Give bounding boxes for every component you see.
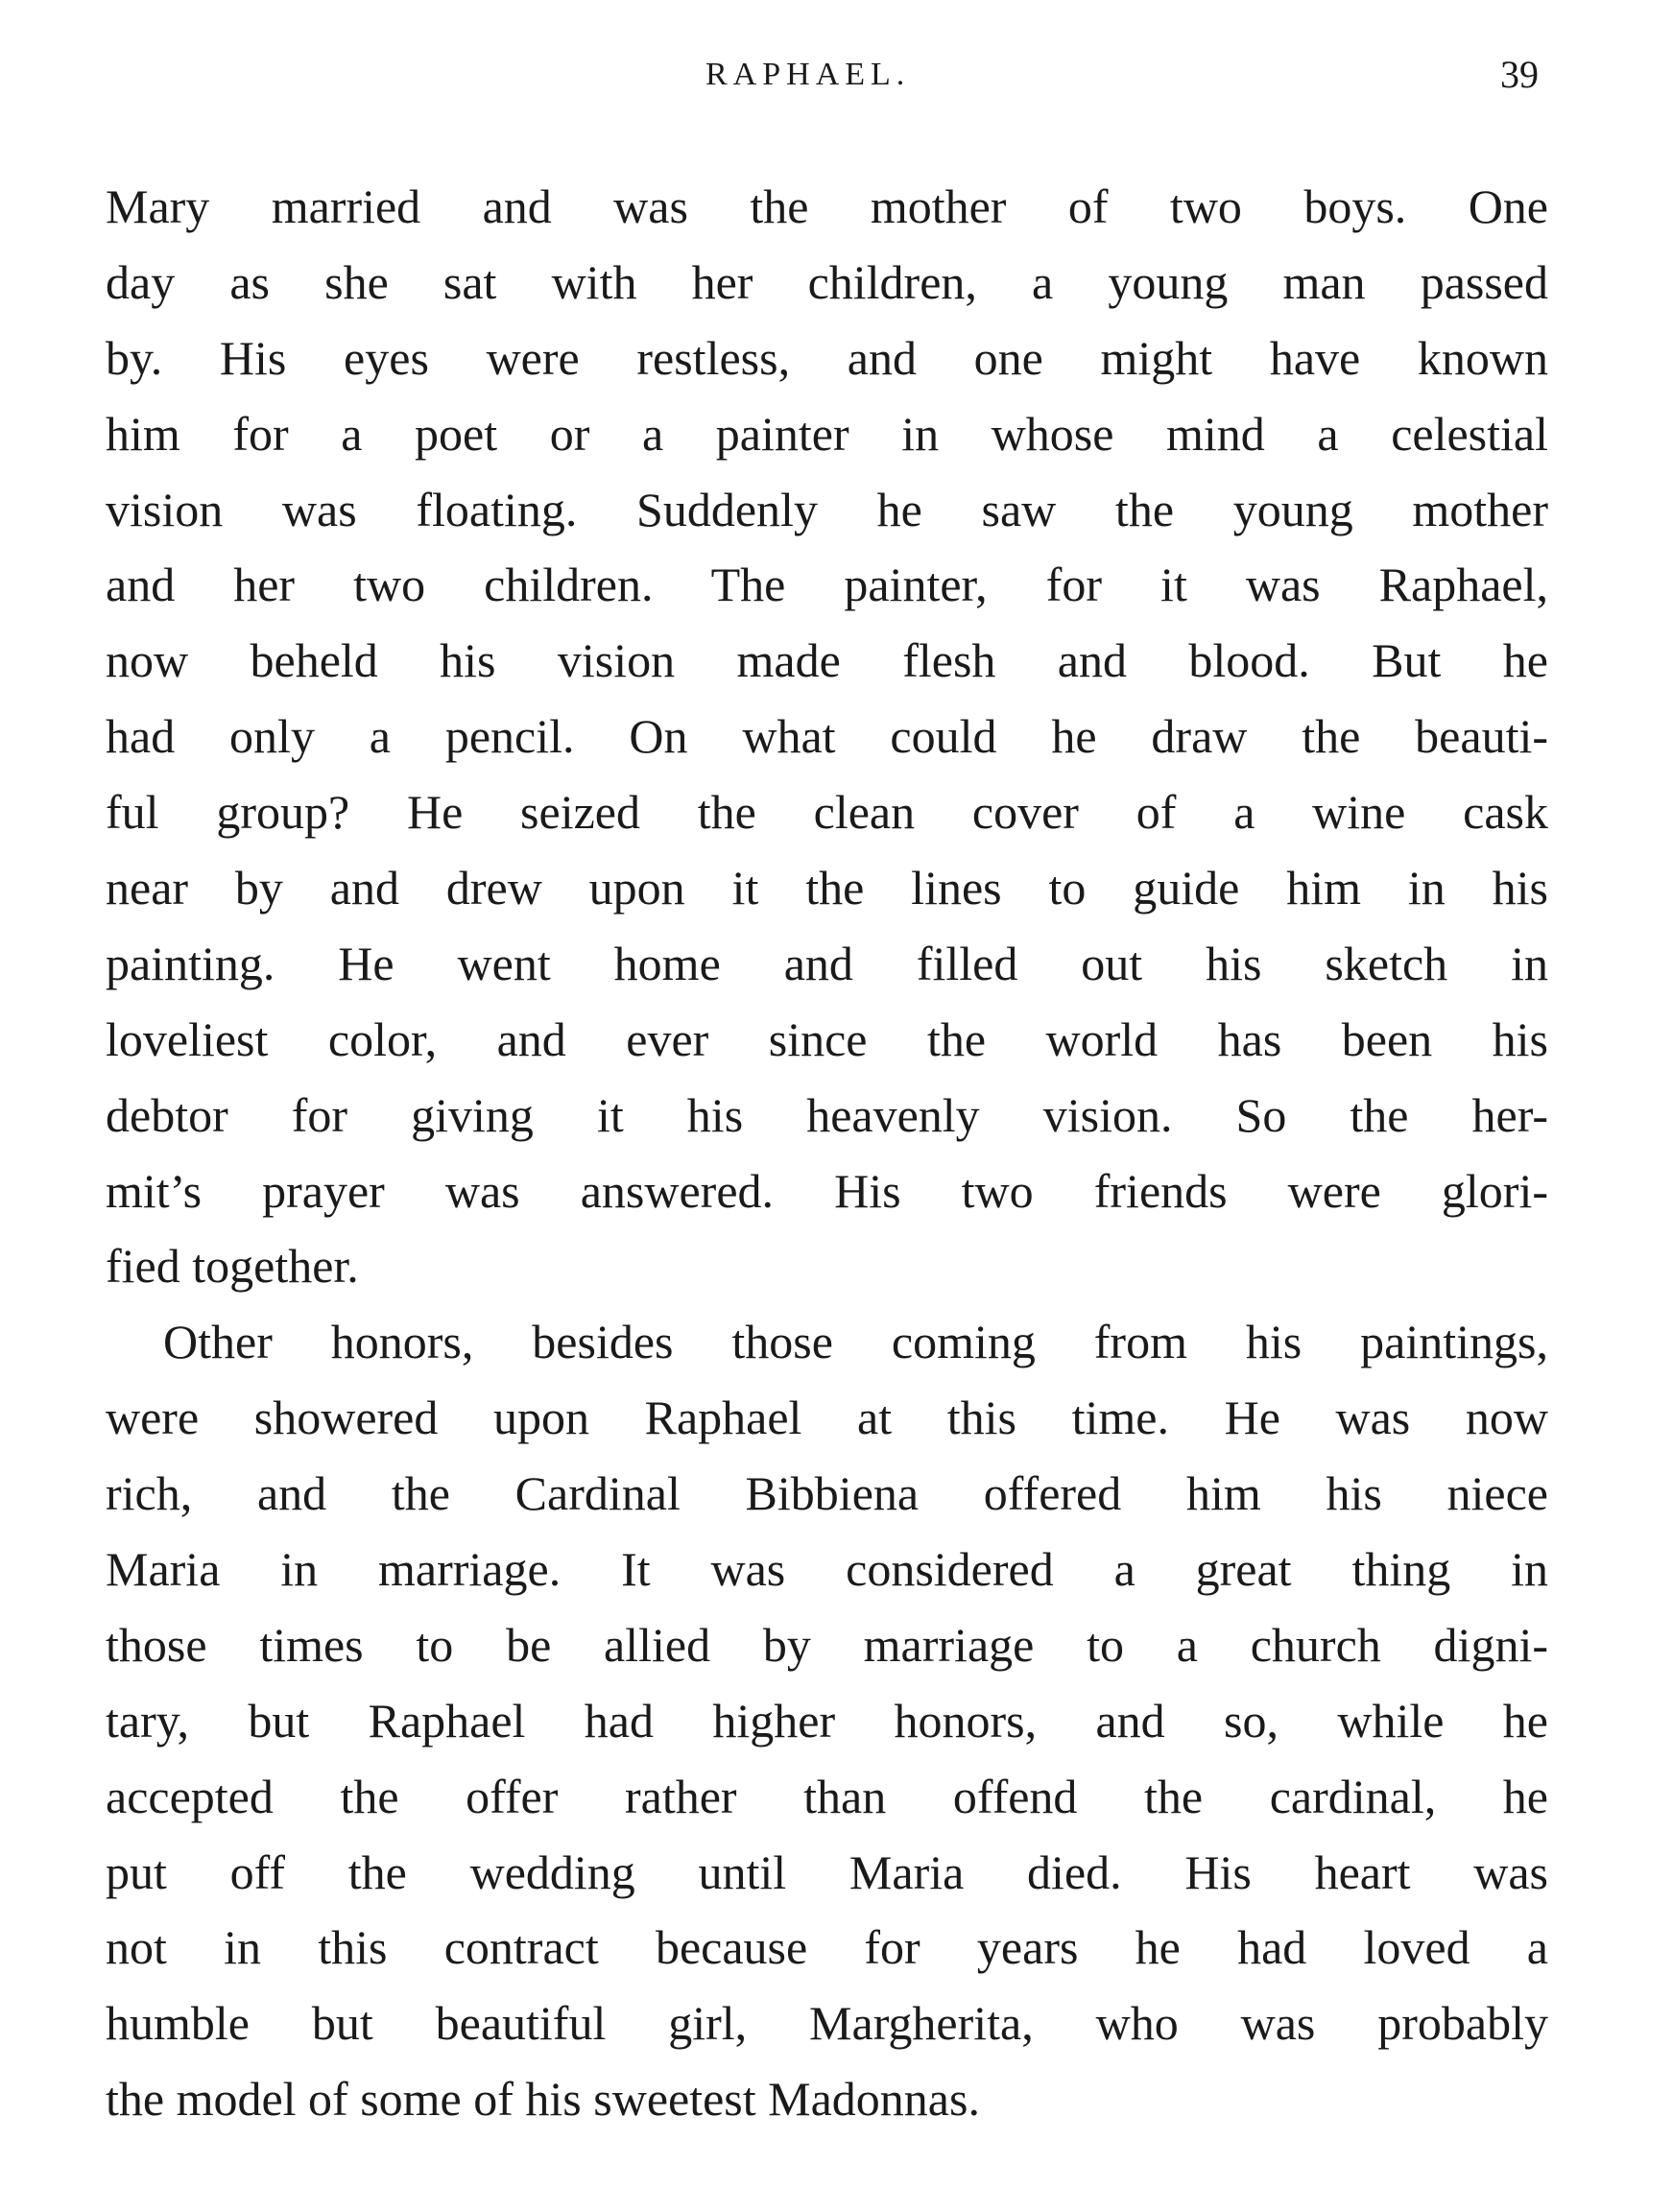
text-line: and her two children. The painter, for it was Raphael, xyxy=(106,558,1548,612)
text-line: put off the wedding until Maria died. His heart was xyxy=(106,1844,1548,1899)
text-line: rich, and the Cardinal Bibbiena offered him his niece xyxy=(106,1466,1548,1521)
text-line: fied together. xyxy=(106,1239,359,1294)
text-line: humble but beautiful girl, Margherita, who was probably xyxy=(106,1996,1548,2051)
text-line: Other honors, besides those coming from his paintings, xyxy=(163,1315,1548,1369)
text-line: now beheld his vision made flesh and blood. But he xyxy=(106,633,1548,688)
page-number: 39 xyxy=(1500,53,1539,96)
paragraph-2 xyxy=(106,1304,1548,2137)
text-line: vision was floating. Suddenly he saw the young mother xyxy=(106,482,1548,536)
text-line: Maria in marriage. It was considered a great thing in xyxy=(106,1542,1548,1597)
text-line: mit’s prayer was answered. His two friends were glori- xyxy=(106,1163,1548,1218)
paragraph-1 xyxy=(106,169,1548,1304)
text-line: painting. He went home and filled out his sketch in xyxy=(106,936,1548,990)
text-line: debtor for giving it his heavenly vision. So the her- xyxy=(106,1087,1548,1142)
running-title: RAPHAEL. xyxy=(705,57,911,92)
text-line: day as she sat with her children, a young man passed xyxy=(106,254,1548,309)
text-line: ful group? He seized the clean cover of a wine cask xyxy=(106,785,1548,840)
text-line: were showered upon Raphael at this time. He was now xyxy=(106,1391,1548,1445)
text-line: by. His eyes were restless, and one might have known xyxy=(106,330,1548,385)
text-line: not in this contract because for years he had loved a xyxy=(106,1920,1548,1975)
text-line: him for a poet or a painter in whose mind a celestial xyxy=(106,406,1548,461)
body-text xyxy=(106,169,1548,2137)
text-line: Mary married and was the mother of two boys. One xyxy=(106,179,1548,233)
text-line: accepted the offer rather than offend the cardinal, he xyxy=(106,1769,1548,1823)
text-line: near by and drew upon it the lines to guide him in his xyxy=(106,861,1548,916)
text-line: the model of some of his sweetest Madonnas. xyxy=(106,2072,980,2127)
text-line: had only a pencil. On what could he draw the beauti- xyxy=(106,709,1548,764)
running-head xyxy=(0,46,1673,104)
text-line: those times to be allied by marriage to a church digni- xyxy=(106,1617,1548,1672)
text-line: loveliest color, and ever since the world has been his xyxy=(106,1011,1548,1066)
text-line: tary, but Raphael had higher honors, and so, while he xyxy=(106,1693,1548,1748)
